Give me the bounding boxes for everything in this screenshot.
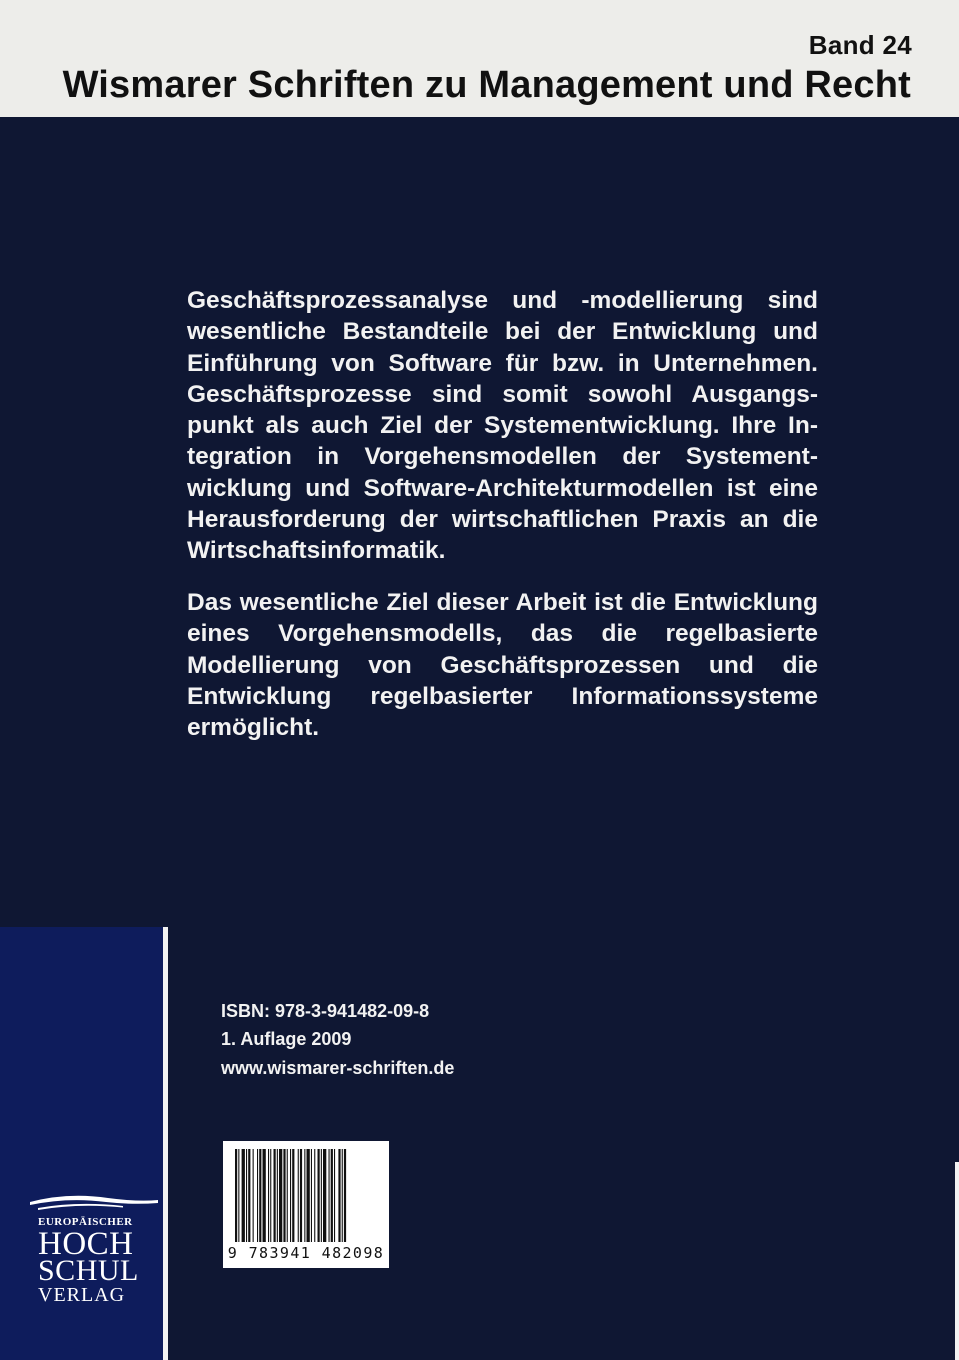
barcode-bar (270, 1149, 271, 1242)
barcode-bar (314, 1149, 315, 1242)
barcode-bar (259, 1149, 261, 1242)
barcode-bar (277, 1149, 278, 1242)
barcode-bar (338, 1149, 340, 1242)
barcode-bar (263, 1149, 266, 1242)
barcode-digits: 9 783941 482098 (227, 1244, 385, 1262)
barcode-bar (321, 1149, 322, 1242)
barcode-bar (238, 1149, 239, 1242)
sidebar-divider (163, 927, 168, 1360)
barcode-bar (283, 1149, 285, 1242)
blurb-paragraph-1: Geschäftsprozessanalyse und -modellierung sind wesentliche Bestandteile bei der Entwicklung und Einführung von Software für bzw. in Unternehmen. Geschäftsprozesse sind somit sowohl Ausgangspunkt als auch Ziel der Systementwicklung. Ihre Integration in Vorgehensmodellen der Systementwicklung und Software-Architekturmodellen ist eine Herausforderung der wirtschaftlichen Praxis an die Wirtschaftsinformatik. (187, 287, 818, 565)
logo-text-verlag: VERLAG (38, 1284, 126, 1306)
barcode-bar (298, 1149, 299, 1242)
barcode-bar (342, 1149, 343, 1242)
barcode-bar (290, 1149, 291, 1242)
barcode-bar (292, 1149, 294, 1242)
website-link[interactable]: www.wismarer-schriften.de (221, 1058, 455, 1078)
barcode-bar (287, 1149, 288, 1242)
barcode-bar (253, 1149, 254, 1242)
barcode-bar (248, 1149, 250, 1242)
logo-swoosh-icon (28, 1192, 160, 1212)
barcode-bar (242, 1149, 245, 1242)
cover-header (0, 0, 959, 117)
barcode-bar (235, 1149, 237, 1242)
edition-text: 1. Auflage 2009 (221, 1029, 352, 1049)
barcode-bar (274, 1149, 276, 1242)
barcode-bar (304, 1149, 305, 1242)
barcode-bar (307, 1149, 310, 1242)
barcode-bar (257, 1149, 258, 1242)
barcode-bar (344, 1149, 346, 1242)
volume-number: Band 24 (808, 30, 912, 60)
publisher-logo (28, 1192, 160, 1310)
blurb-paragraph-2: Das wesentliche Ziel dieser Arbeit ist die Entwicklung eines Vorgehensmodells, das die regelbasierte Modellierung von Geschäftsprozessen und die Entwicklung regelbasierter Informationssysteme ermöglicht. (187, 589, 818, 742)
series-title: Wismarer Schriften zu Management und Recht (62, 64, 911, 106)
logo-text-hoch: HOCH (38, 1226, 134, 1262)
barcode (223, 1141, 389, 1268)
logo-text-schul: SCHUL (38, 1254, 139, 1287)
barcode-bar (246, 1149, 247, 1242)
barcode-bar (323, 1149, 326, 1242)
logo-text-europaeischer: EUROPÄISCHER (38, 1216, 133, 1228)
isbn-text: ISBN: 978-3-941482-09-8 (221, 1001, 430, 1021)
barcode-bar (318, 1149, 320, 1242)
barcode-bar (268, 1149, 269, 1242)
barcode-bar (300, 1149, 302, 1242)
barcode-bar (331, 1149, 333, 1242)
barcode-bar (311, 1149, 312, 1242)
barcode-bar (329, 1149, 330, 1242)
barcode-bar (334, 1149, 335, 1242)
barcode-bar (279, 1149, 282, 1242)
edge-mark (955, 1162, 959, 1360)
